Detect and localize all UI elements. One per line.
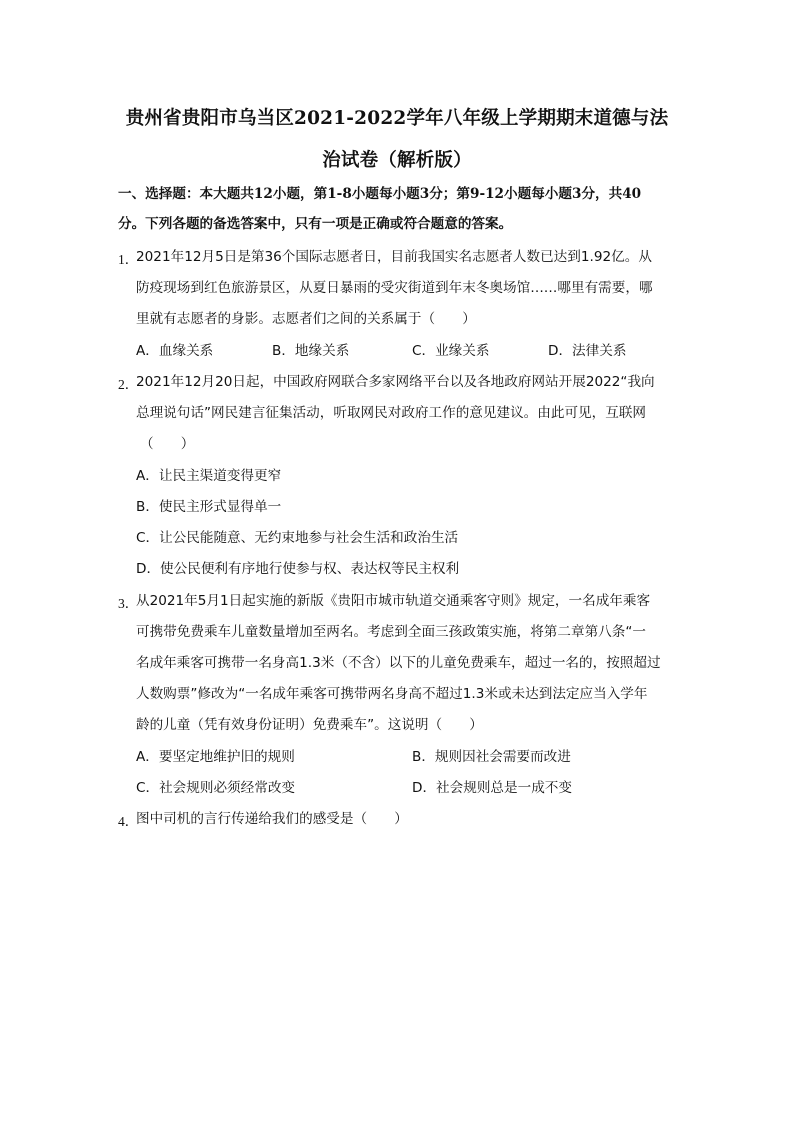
question-1-option-b: B．地缘关系 <box>272 343 350 359</box>
question-2-line-2: 总理说句话”网民建言征集活动，听取网民对政府工作的意见建议。由此可见，互联网 <box>136 405 647 421</box>
question-3-line-2: 可携带免费乘车儿童数量增加至两名。考虑到全面三孩政策实施，将第二章第八条“一 <box>136 624 647 640</box>
question-3-number: 3． <box>118 596 139 611</box>
question-3-option-a: A．要坚定地维护旧的规则 <box>136 749 295 765</box>
section-instruction-line-1: 一、选择题：本大题共12小题，第1-8小题每小题3分；第9-12小题每小题3分，共40 <box>118 186 642 202</box>
question-2-number: 2． <box>118 377 139 392</box>
exam-title-line-1: 贵州省贵阳市乌当区2021-2022学年八年级上学期期末道德与法 <box>125 108 669 129</box>
question-2-option-b: B．使民主形式显得单一 <box>136 499 282 515</box>
question-3-option-d: D．社会规则总是一成不变 <box>412 780 572 796</box>
question-3-option-c: C．社会规则必须经常改变 <box>136 780 296 796</box>
question-1-option-c: C．业缘关系 <box>412 343 490 359</box>
question-1-line-2: 防疫现场到红色旅游景区，从夏日暴雨的受灾街道到年末冬奥场馆……哪里有需要，哪 <box>136 280 653 296</box>
question-1-line-3: 里就有志愿者的身影。志愿者们之间的关系属于（ ） <box>136 311 476 327</box>
question-1-option-a: A．血缘关系 <box>136 343 214 359</box>
question-2-line-3: （ ） <box>140 436 195 452</box>
question-3-line-1: 从2021年5月1日起实施的新版《贵阳市城市轨道交通乘客守则》规定，一名成年乘客 <box>136 593 651 609</box>
question-3-line-3: 名成年乘客可携带一名身高1.3米（不含）以下的儿童免费乘车，超过一名的，按照超过 <box>136 655 661 671</box>
question-2-option-a: A．让民主渠道变得更窄 <box>136 468 282 484</box>
section-instruction-line-2: 分。下列各题的备选答案中，只有一项是正确或符合题意的答案。 <box>118 216 513 232</box>
question-4-line-1: 图中司机的言行传递给我们的感受是（ ） <box>136 811 408 827</box>
question-3-line-5: 龄的儿童（凭有效身份证明）免费乘车”。这说明（ ） <box>136 717 483 733</box>
question-2-option-d: D．使公民便利有序地行使参与权、表达权等民主权利 <box>136 561 460 577</box>
question-1-option-d: D．法律关系 <box>548 343 627 359</box>
question-3-line-4: 人数购票”修改为“一名成年乘客可携带两名身高不超过1.3米或未达到法定应当入学年 <box>136 686 648 702</box>
question-2-option-c: C．让公民能随意、无约束地参与社会生活和政治生活 <box>136 530 459 546</box>
question-3-option-b: B．规则因社会需要而改进 <box>412 749 571 765</box>
exam-title-line-2: 治试卷（解析版） <box>322 150 472 171</box>
question-1-line-1: 2021年12月5日是第36个国际志愿者日，目前我国实名志愿者人数已达到1.92亿。从 <box>136 249 652 265</box>
question-2-line-1: 2021年12月20日起，中国政府网联合多家网络平台以及各地政府网站开展2022“我向 <box>136 374 655 390</box>
question-1-number: 1． <box>118 252 139 267</box>
question-4-number: 4． <box>118 814 139 829</box>
